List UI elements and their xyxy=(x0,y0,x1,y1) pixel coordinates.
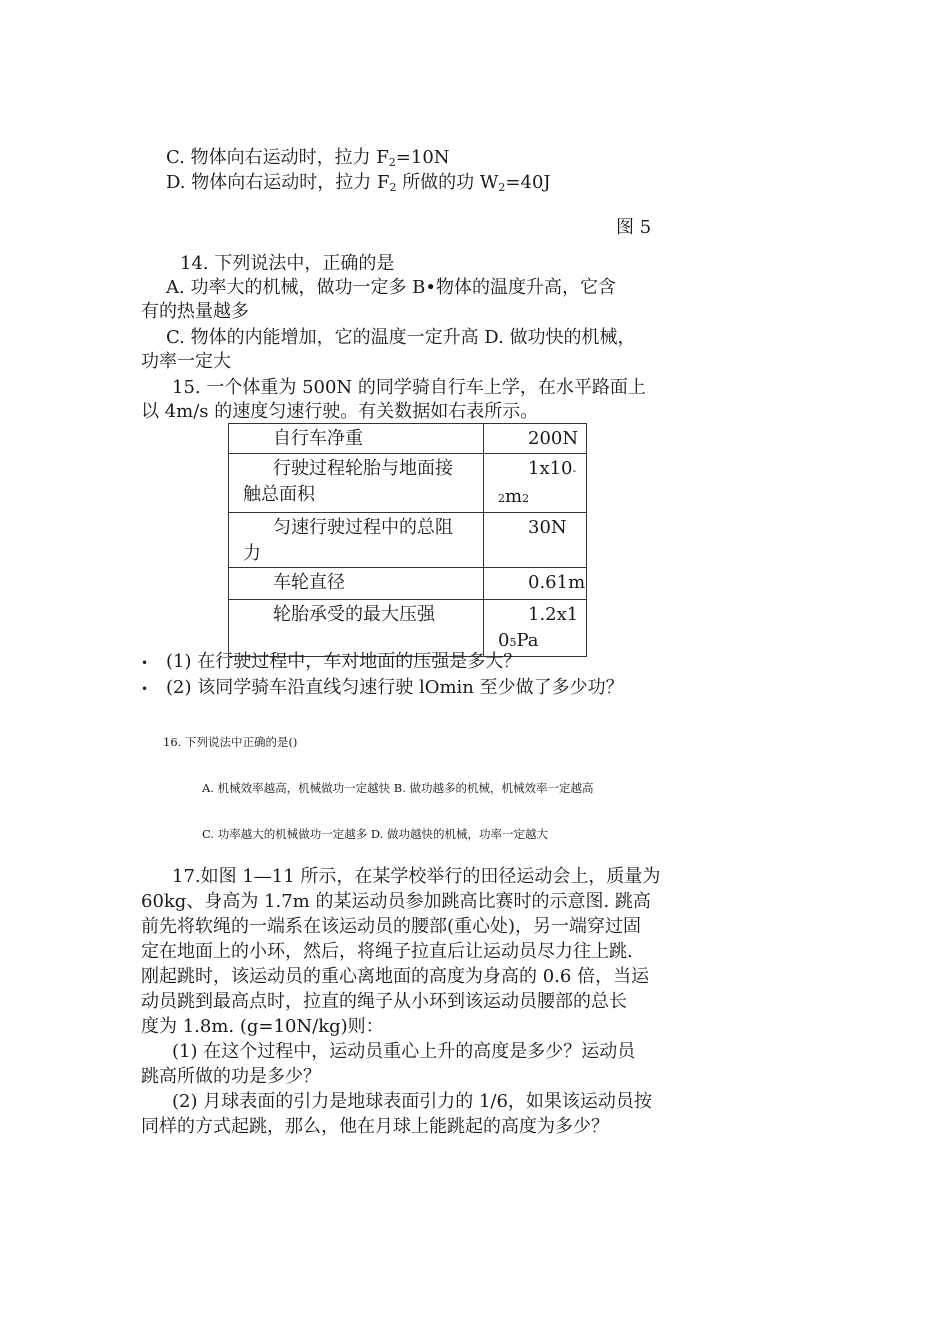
q15-line-1: 15. 一个体重为 500N 的同学骑自行车上学，在水平路面上 xyxy=(172,377,646,398)
q17-line: 同样的方式起跳，那么，他在月球上能跳起的高度为多少？ xyxy=(141,1116,609,1137)
q17-line: (2) 月球表面的引力是地球表面引力的 1/6，如果该运动员按 xyxy=(172,1091,652,1112)
q15-line-2: 以 4m/s 的速度匀速行驶。有关数据如右表所示。 xyxy=(141,401,539,422)
q14-line-1: A. 功率大的机械，做功一定多 B•物体的温度升高，它含 xyxy=(166,277,617,298)
q17-line: 动员跳到最高点时，拉直的绳子从小环到该运动员腰部的总长 xyxy=(141,991,627,1012)
bullet-icon: • xyxy=(141,682,149,696)
q17-line: 度为 1.8m. (g=10N/kg)则： xyxy=(141,1016,384,1037)
q13-option-c: C. 物体向右运动时，拉力 $F_2=10N$ xyxy=(166,147,450,169)
table-row xyxy=(229,568,587,600)
q16-line-2: C. 功率越大的机械做功一定越多 D. 做功越快的机械，功率一定越大 xyxy=(202,827,548,841)
q15-sub-1: (1) 在行驶过程中，车对地面的压强是多大？ xyxy=(166,651,522,672)
table-cell-value: 0.61m xyxy=(484,568,587,600)
table-row xyxy=(229,513,587,568)
table-cell-value: 30N xyxy=(484,513,587,568)
q14-line-2: 有的热量越多 xyxy=(141,301,249,322)
table-row xyxy=(229,600,587,657)
table-cell-label: 轮胎承受的最大压强 xyxy=(229,600,484,657)
q16-line-1: A. 机械效率越高，机械做功一定越快 B. 做功越多的机械，机械效率一定越高 xyxy=(202,781,594,795)
q17-line: 定在地面上的小环，然后，将绳子拉直后让运动员尽力往上跳. xyxy=(141,941,633,962)
table-cell-value: 1.2x1 05Pa xyxy=(484,600,587,657)
table-row xyxy=(229,454,587,513)
q17-line: 60kg、身高为 1.7m 的某运动员参加跳高比赛时的示意图. 跳高 xyxy=(141,891,651,912)
q13-option-d: D. 物体向右运动时，拉力 $F_2$ 所做的功 $W_2=40J$ xyxy=(166,172,551,194)
bullet-icon: • xyxy=(141,656,149,670)
q17-line: 前先将软绳的一端系在该运动员的腰部(重心处)，另一端穿过固 xyxy=(141,916,642,937)
table-cell-value: 1x10- 2m2 xyxy=(484,454,587,513)
table-cell-label: 自行车净重 xyxy=(229,424,484,454)
q14-line-4: 功率一定大 xyxy=(141,351,231,372)
q14-stem: 14. 下列说法中，正确的是 xyxy=(180,253,395,274)
q17-line: 刚起跳时，该运动员的重心离地面的高度为身高的 0.6 倍，当运 xyxy=(141,966,650,987)
bicycle-data-table xyxy=(228,423,587,657)
q17-line: 17.如图 1—11 所示，在某学校举行的田径运动会上，质量为 xyxy=(172,866,661,887)
q17-line: (1) 在这个过程中，运动员重心上升的高度是多少？运动员 xyxy=(172,1041,636,1062)
table-row xyxy=(229,424,587,454)
table-cell-label: 行驶过程轮胎与地面接 触总面积 xyxy=(229,454,484,513)
q16-stem: 16. 下列说法中正确的是() xyxy=(163,735,298,749)
q15-sub-2: (2) 该同学骑车沿直线匀速行驶 lOmin 至少做了多少功？ xyxy=(166,677,624,698)
figure-label: 图 5 xyxy=(616,217,652,238)
table-cell-value: 200N xyxy=(484,424,587,454)
table-cell-label: 车轮直径 xyxy=(229,568,484,600)
q17-line: 跳高所做的功是多少？ xyxy=(141,1066,321,1087)
q14-line-3: C. 物体的内能增加，它的温度一定升高 D. 做功快的机械， xyxy=(166,327,636,348)
table-cell-label: 匀速行驶过程中的总阻 力 xyxy=(229,513,484,568)
